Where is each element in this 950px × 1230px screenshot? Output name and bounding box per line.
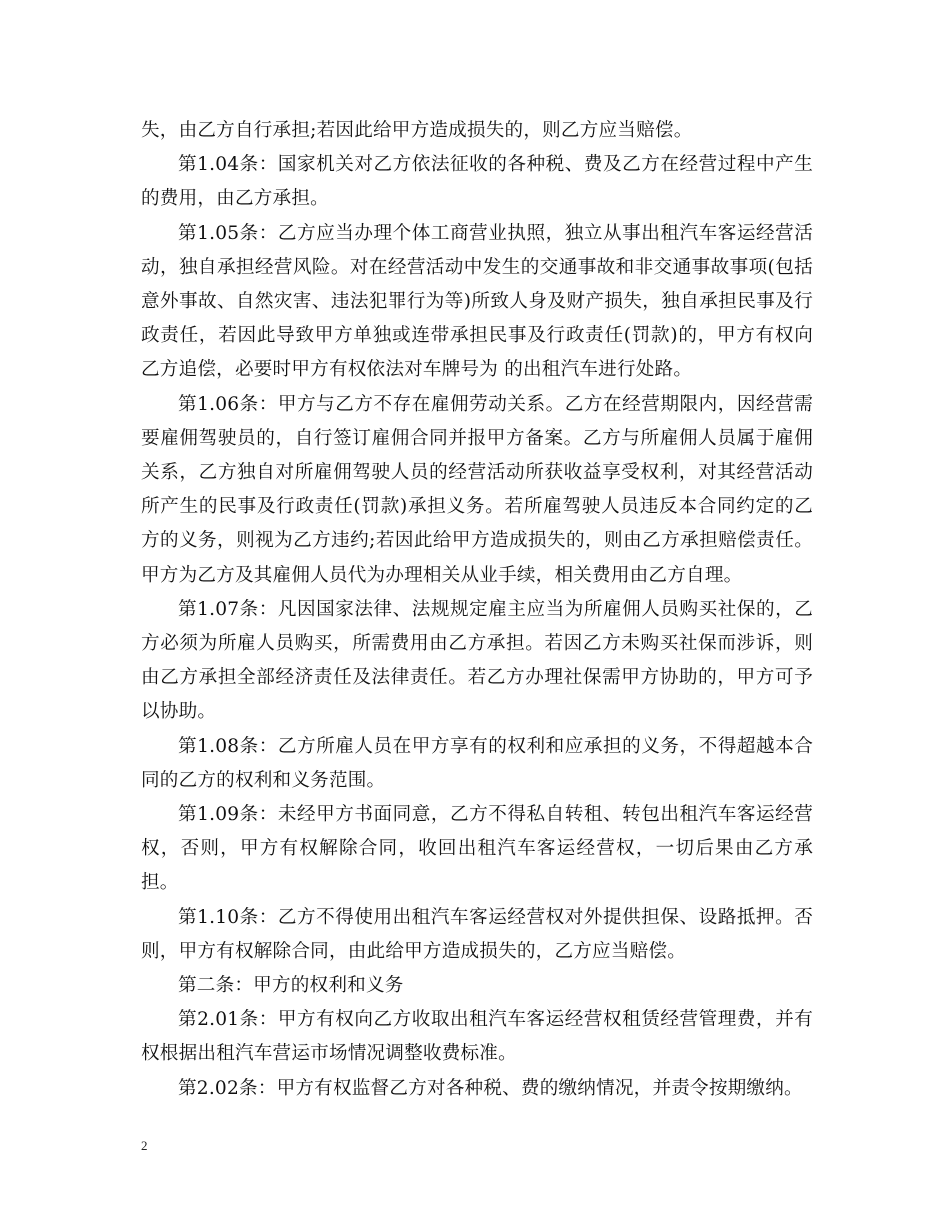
clause-1-07: 第1.07条：凡因国家法律、法规规定雇主应当为所雇佣人员购买社保的，乙方必须为所雇人员购买，所需费用由乙方承担。若因乙方未购买社保而涉诉，则由乙方承担全部经济责任及法律责任。若乙方办理社保需甲方协助的，甲方可予以协助。: [141, 598, 813, 723]
section-heading-2: 第二条：甲方的权利和义务: [178, 975, 404, 997]
clause-1-05: 第1.05条：乙方应当办理个体工商营业执照，独立从事出租汽车客运经营活动，独自承担经营风险。对在经营活动中发生的交通事故和非交通事故事项(包括意外事故、自然灾害、违法犯罪行为等)所致人身及财产损失，独自承担民事及行政责任，若因此导致甲方单独或连带承担民事及行政责任(罚款)的，甲方有权向乙方追偿，必要时甲方有权依法对车牌号为 的出租汽车进行处路。: [141, 222, 813, 381]
clause-1-08: 第1.08条：乙方所雇人员在甲方享有的权利和应承担的义务，不得超越本合同的乙方的权利和义务范围。: [141, 735, 813, 791]
clause-1-04: 第1.04条：国家机关对乙方依法征收的各种税、费及乙方在经营过程中产生的费用，由乙方承担。: [141, 154, 813, 210]
page-number: 2: [141, 1138, 148, 1153]
clause-2-01: 第2.01条：甲方有权向乙方收取出租汽车客运经营权租赁经营管理费，并有权根据出租汽车营运市场情况调整收费标准。: [141, 1009, 813, 1065]
clause-1-10: 第1.10条：乙方不得使用出租汽车客运经营权对外提供担保、设路抵押。否则，甲方有权解除合同，由此给甲方造成损失的，乙方应当赔偿。: [141, 906, 813, 962]
clause-1-09: 第1.09条：未经甲方书面同意，乙方不得私自转租、转包出租汽车客运经营权，否则，甲方有权解除合同，收回出租汽车客运经营权，一切后果由乙方承担。: [141, 804, 813, 894]
clause-1-06: 第1.06条：甲方与乙方不存在雇佣劳动关系。乙方在经营期限内，因经营需要雇佣驾驶员的，自行签订雇佣合同并报甲方备案。乙方与所雇佣人员属于雇佣关系，乙方独自对所雇佣驾驶人员的经营活动所获收益享受权利，对其经营活动所产生的民事及行政责任(罚款)承担义务。若所雇驾驶人员违反本合同约定的乙方的义务，则视为乙方违约;若因此给甲方造成损失的，则由乙方承担赔偿责任。甲方为乙方及其雇佣人员代为办理相关从业手续，相关费用由乙方自理。: [141, 393, 813, 586]
clause-2-02: 第2.02条：甲方有权监督乙方对各种税、费的缴纳情况，并责令按期缴纳。: [178, 1077, 803, 1099]
paragraph-continuation: 失，由乙方自行承担;若因此给甲方造成损失的，则乙方应当赔偿。: [141, 120, 693, 141]
document-body: [141, 114, 813, 1106]
